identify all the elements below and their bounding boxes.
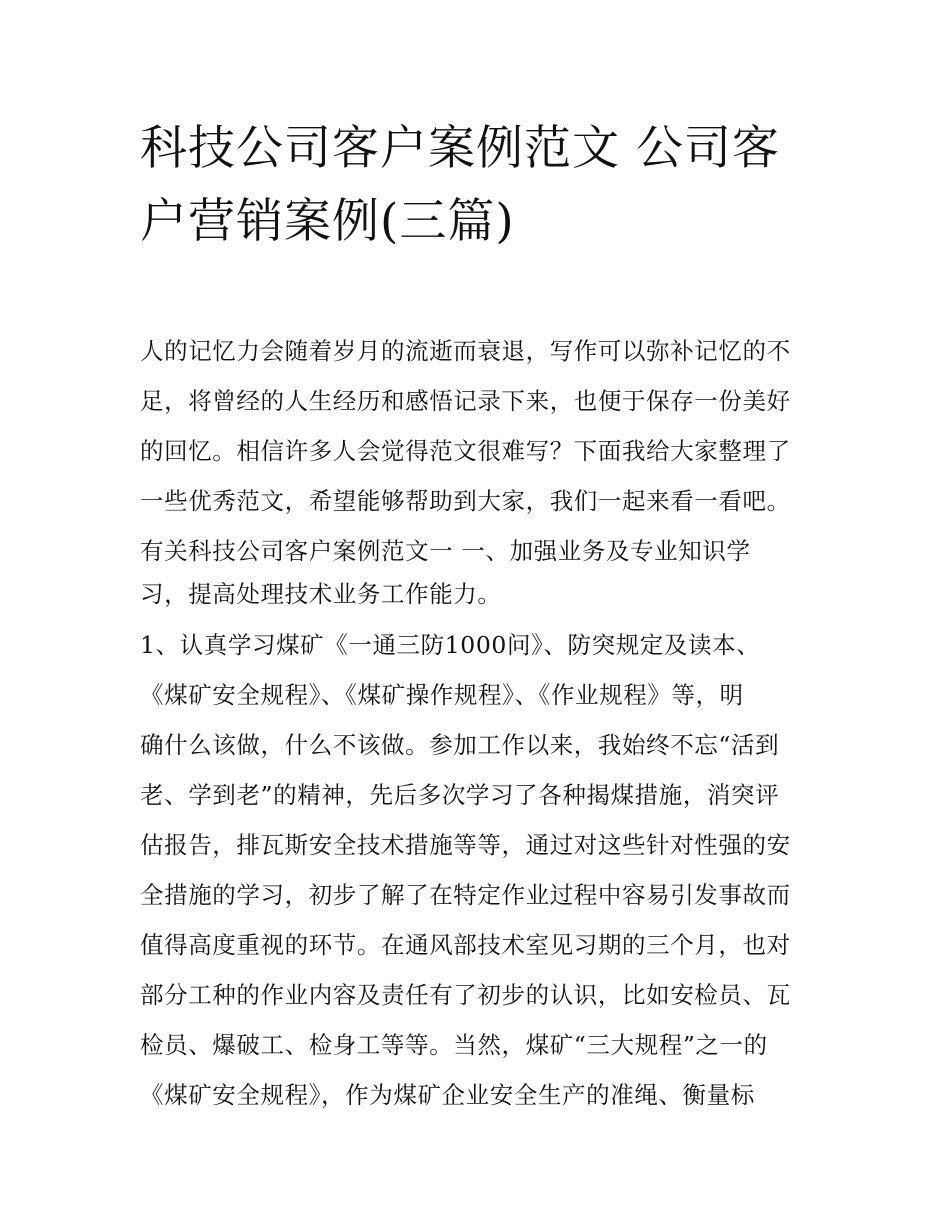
title-line: 科技公司客户案例范文 公司客 [140,121,780,176]
title-line: 户营销案例(三篇) [140,194,515,249]
body-line: 有关科技公司客户案例范文一 一、加强业务及专业知识学 [140,537,751,565]
body-line: 值得高度重视的环节。在通风部技术室见习期的三个月，也对 [140,931,791,959]
body-line: 一些优秀范文，希望能够帮助到大家，我们一起来看一看吧。 [140,487,791,515]
body-line: 估报告，排瓦斯安全技术措施等等，通过对这些针对性强的安 [140,831,791,859]
body-line: 1、认真学习煤矿《一通三防1000问》、防突规定及读本、 [140,631,761,659]
body-line: 部分工种的作业内容及责任有了初步的认识，比如安检员、瓦 [140,981,791,1009]
body-line: 《煤矿安全规程》、《煤矿操作规程》、《作业规程》等，明 [140,681,744,709]
document-title [140,112,820,258]
body-line: 的回忆。相信许多人会觉得范文很难写？下面我给大家整理了 [140,437,791,465]
body-line: 足，将曾经的人生经历和感悟记录下来，也便于保存一份美好 [140,387,791,415]
body-line: 习，提高处理技术业务工作能力。 [140,580,502,608]
body-line: 确什么该做，什么不该做。参加工作以来，我始终不忘“活到 [140,731,780,759]
body-line: 全措施的学习，初步了解了在特定作业过程中容易引发事故而 [140,881,791,909]
body-line: 老、学到老”的精神，先后多次学习了各种揭煤措施，消突评 [140,781,780,809]
body-line: 检员、爆破工、检身工等等。当然，煤矿“三大规程”之一的 [140,1031,768,1059]
body-line: 人的记忆力会随着岁月的流逝而衰退，写作可以弥补记忆的不 [140,337,791,365]
body-line: 《煤矿安全规程》，作为煤矿企业安全生产的准绳、衡量标 [140,1081,755,1109]
